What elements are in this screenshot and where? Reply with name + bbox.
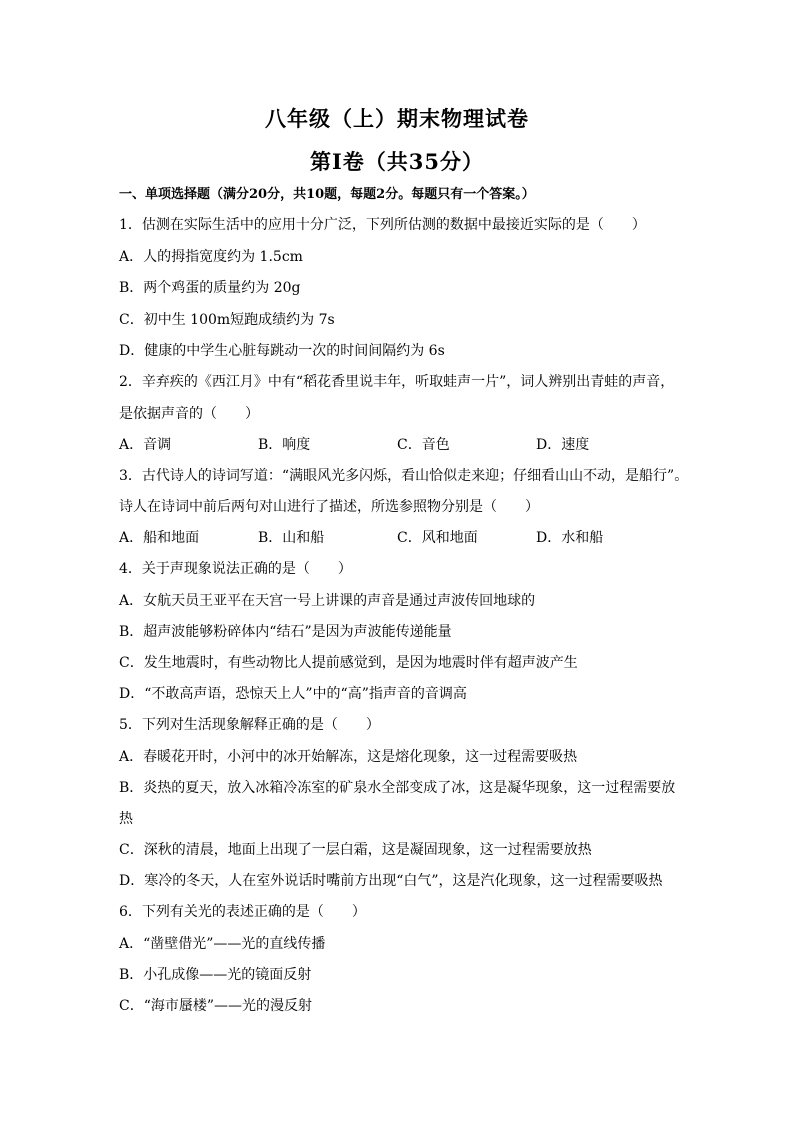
question-2-option-a: A．音调 <box>119 437 172 453</box>
question-3-stem-cont: 诗人在诗词中前后两句对山进行了描述，所选参照物分别是（ ） <box>119 499 539 515</box>
question-5-option-b-cont: 热 <box>119 811 133 827</box>
paper-part-title: 第Ⅰ卷（共35分） <box>309 149 485 174</box>
question-1-stem: 1．估测在实际生活中的应用十分广泛，下列所估测的数据中最接近实际的是（ ） <box>119 217 646 233</box>
question-4-option-b: B．超声波能够粉碎体内“结石”是因为声波能传递能量 <box>119 624 452 640</box>
question-4-option-c: C．发生地震时，有些动物比人提前感觉到，是因为地震时伴有超声波产生 <box>119 655 578 671</box>
question-2-stem: 2．辛弃疾的《西江月》中有“稻花香里说丰年，听取蛙声一片”，词人辨别出青蛙的声音， <box>119 374 675 390</box>
question-1-option-c: C．初中生 100m短跑成绩约为 7s <box>119 312 335 328</box>
question-4-stem: 4．关于声现象说法正确的是（ ） <box>119 561 352 577</box>
question-4-option-a: A．女航天员王亚平在天宫一号上讲课的声音是通过声波传回地球的 <box>119 593 536 609</box>
question-5-option-a: A．春暖花开时，小河中的冰开始解冻，这是熔化现象，这一过程需要吸热 <box>119 749 578 765</box>
question-2-option-d: D．速度 <box>536 437 590 453</box>
question-6-option-b: B．小孔成像——光的镜面反射 <box>119 967 312 983</box>
question-6-option-c: C．“海市蜃楼”——光的漫反射 <box>119 998 313 1014</box>
section-heading: 一、单项选择题（满分20分，共10题，每题2分。每题只有一个答案。） <box>119 187 535 202</box>
question-4-option-d: D．“不敢高声语，恐惊天上人”中的“高”指声音的音调高 <box>119 686 467 702</box>
question-1-option-b: B．两个鸡蛋的质量约为 20g <box>119 280 301 296</box>
question-2-stem-cont: 是依据声音的（ ） <box>119 406 259 422</box>
question-2-option-b: B．响度 <box>258 437 311 453</box>
question-3-option-a: A．船和地面 <box>119 530 200 546</box>
question-3-option-d: D．水和船 <box>536 530 604 546</box>
question-3-option-c: C．风和地面 <box>397 530 478 546</box>
question-6-option-a: A．“凿壁借光”——光的直线传播 <box>119 936 326 952</box>
question-5-option-c: C．深秋的清晨，地面上出现了一层白霜，这是凝固现象，这一过程需要放热 <box>119 842 592 858</box>
exam-title: 八年级（上）期末物理试卷 <box>265 106 529 131</box>
question-3-stem: 3．古代诗人的诗词写道：“满眼风光多闪烁，看山恰似走来迎；仔细看山山不动，是船行”。 <box>119 468 689 484</box>
question-5-option-d: D．寒冷的冬天，人在室外说话时嘴前方出现“白气”，这是汽化现象，这一过程需要吸热 <box>119 873 663 889</box>
question-1-option-d: D．健康的中学生心脏每跳动一次的时间间隔约为 6s <box>119 343 445 359</box>
question-3-option-b: B．山和船 <box>258 530 325 546</box>
question-5-option-b: B．炎热的夏天，放入冰箱冷冻室的矿泉水全部变成了冰，这是凝华现象，这一过程需要放 <box>119 780 676 796</box>
question-2-option-c: C．音色 <box>397 437 450 453</box>
question-6-stem: 6．下列有关光的表述正确的是（ ） <box>119 904 366 920</box>
question-1-option-a: A．人的拇指宽度约为 1.5cm <box>119 249 303 265</box>
question-5-stem: 5．下列对生活现象解释正确的是（ ） <box>119 717 380 733</box>
